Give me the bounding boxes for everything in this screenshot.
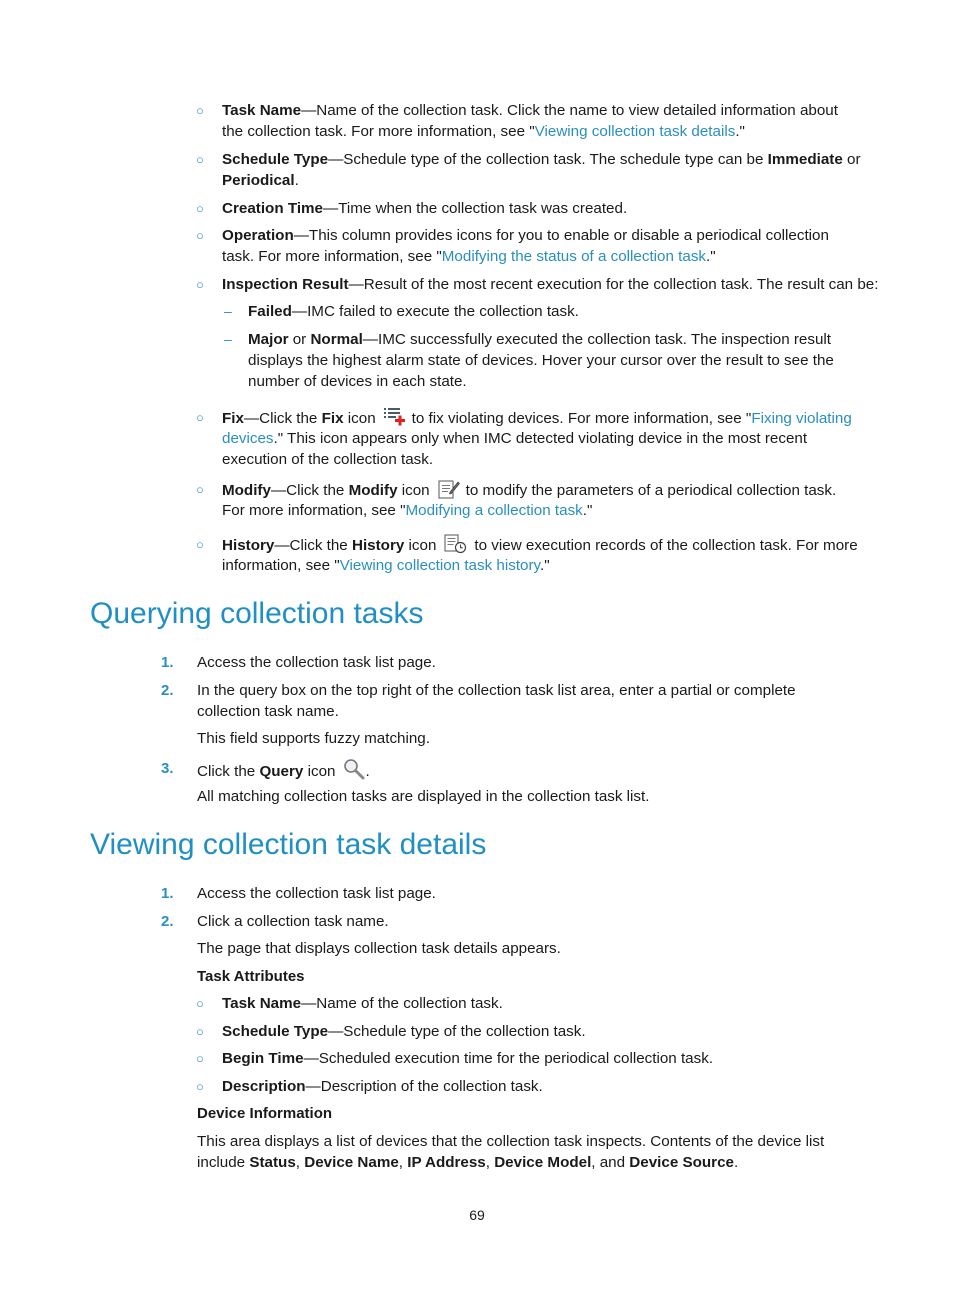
- link-viewing-collection-task-history[interactable]: Viewing collection task history: [339, 557, 541, 574]
- history-line2: information, see "Viewing collection task history.": [222, 557, 550, 574]
- link-fixing-violating-devices-2[interactable]: devices: [222, 430, 274, 447]
- step-number: 3.: [161, 760, 174, 777]
- bullet-icon: ○: [196, 201, 204, 216]
- query-step-3: Click the Query icon .: [197, 758, 370, 786]
- task-name-line2: the collection task. For more information, see "Viewing collection task details.": [222, 123, 745, 140]
- step-number: 2.: [161, 913, 174, 930]
- inspection-result-line: Inspection Result—Result of the most recent execution for the collection task. The result can be:: [222, 276, 879, 293]
- query-step-3-note: All matching collection tasks are displayed in the collection task list.: [197, 788, 650, 805]
- bullet-icon: ○: [196, 410, 204, 425]
- fix-line1: Fix—Click the Fix icon to fix violating devices. For more information, see "Fixing violating: [222, 407, 852, 433]
- operation-line2: task. For more information, see "Modifying the status of a collection task.": [222, 248, 716, 265]
- modify-line2: For more information, see "Modifying a collection task.": [222, 502, 593, 519]
- fix-line2: devices." This icon appears only when IMC detected violating device in the most recent: [222, 430, 808, 447]
- operation-line1: Operation—This column provides icons for you to enable or disable a periodical collection: [222, 227, 829, 244]
- bullet-icon: ○: [196, 482, 204, 497]
- schedule-type-line2: Periodical.: [222, 172, 299, 189]
- device-info-line1: This area displays a list of devices that the collection task inspects. Contents of the device list: [197, 1133, 825, 1150]
- heading-viewing-collection-task-details: Viewing collection task details: [90, 828, 487, 861]
- attr-schedule-type: Schedule Type—Schedule type of the collection task.: [222, 1023, 586, 1040]
- schedule-type-line1: Schedule Type—Schedule type of the collection task. The schedule type can be Immediate or: [222, 151, 861, 168]
- attr-begin-time: Begin Time—Scheduled execution time for the periodical collection task.: [222, 1050, 714, 1067]
- result-major-line1: Major or Normal—IMC successfully executed the collection task. The inspection result: [248, 331, 832, 348]
- view-step-1: Access the collection task list page.: [197, 885, 436, 902]
- dash-icon: –: [224, 303, 232, 319]
- query-step-2-line2: collection task name.: [197, 703, 339, 720]
- attr-description: Description—Description of the collection task.: [222, 1078, 543, 1095]
- query-step-1: Access the collection task list page.: [197, 654, 436, 671]
- bullet-icon: ○: [196, 103, 204, 118]
- step-number: 2.: [161, 682, 174, 699]
- modify-line1: Modify—Click the Modify icon to modify the parameters of a periodical collection task.: [222, 479, 836, 505]
- bullet-icon: ○: [196, 228, 204, 243]
- heading-querying-collection-tasks: Querying collection tasks: [90, 597, 424, 630]
- step-number: 1.: [161, 654, 174, 671]
- device-information-heading: Device Information: [197, 1105, 333, 1122]
- task-name-line1: Task Name—Name of the collection task. Click the name to view detailed information about: [222, 102, 838, 119]
- result-major-line3: number of devices in each state.: [248, 373, 467, 390]
- task-attributes-heading: Task Attributes: [197, 968, 305, 985]
- fix-line3: execution of the collection task.: [222, 451, 434, 468]
- link-viewing-collection-task-details[interactable]: Viewing collection task details: [534, 123, 736, 140]
- query-step-2-line1: In the query box on the top right of the collection task list area, enter a partial or complete: [197, 682, 796, 699]
- bullet-icon: ○: [196, 996, 204, 1011]
- device-info-line2: include Status, Device Name, IP Address, Device Model, and Device Source.: [197, 1154, 739, 1171]
- creation-time-line: Creation Time—Time when the collection task was created.: [222, 200, 628, 217]
- view-step-2-note: The page that displays collection task details appears.: [197, 940, 561, 957]
- bullet-icon: ○: [196, 1079, 204, 1094]
- result-failed-line: Failed—IMC failed to execute the collection task.: [248, 303, 579, 320]
- result-major-line2: displays the highest alarm state of devices. Hover your cursor over the result to see the: [248, 352, 834, 369]
- attr-task-name: Task Name—Name of the collection task.: [222, 995, 503, 1012]
- bullet-icon: ○: [196, 1024, 204, 1039]
- dash-icon: –: [224, 331, 232, 347]
- link-fixing-violating-devices[interactable]: Fixing violating: [751, 410, 852, 427]
- view-step-2: Click a collection task name.: [197, 913, 389, 930]
- bullet-icon: ○: [196, 277, 204, 292]
- page-number: 69: [469, 1207, 485, 1223]
- query-step-2-note: This field supports fuzzy matching.: [197, 730, 430, 747]
- bullet-icon: ○: [196, 152, 204, 167]
- step-number: 1.: [161, 885, 174, 902]
- link-modifying-collection-task[interactable]: Modifying a collection task: [405, 502, 583, 519]
- history-line1: History—Click the History icon to view execution records of the collection task. For more: [222, 534, 858, 560]
- bullet-icon: ○: [196, 537, 204, 552]
- bullet-icon: ○: [196, 1051, 204, 1066]
- search-icon[interactable]: [343, 758, 365, 786]
- link-modifying-status[interactable]: Modifying the status of a collection task: [441, 248, 707, 265]
